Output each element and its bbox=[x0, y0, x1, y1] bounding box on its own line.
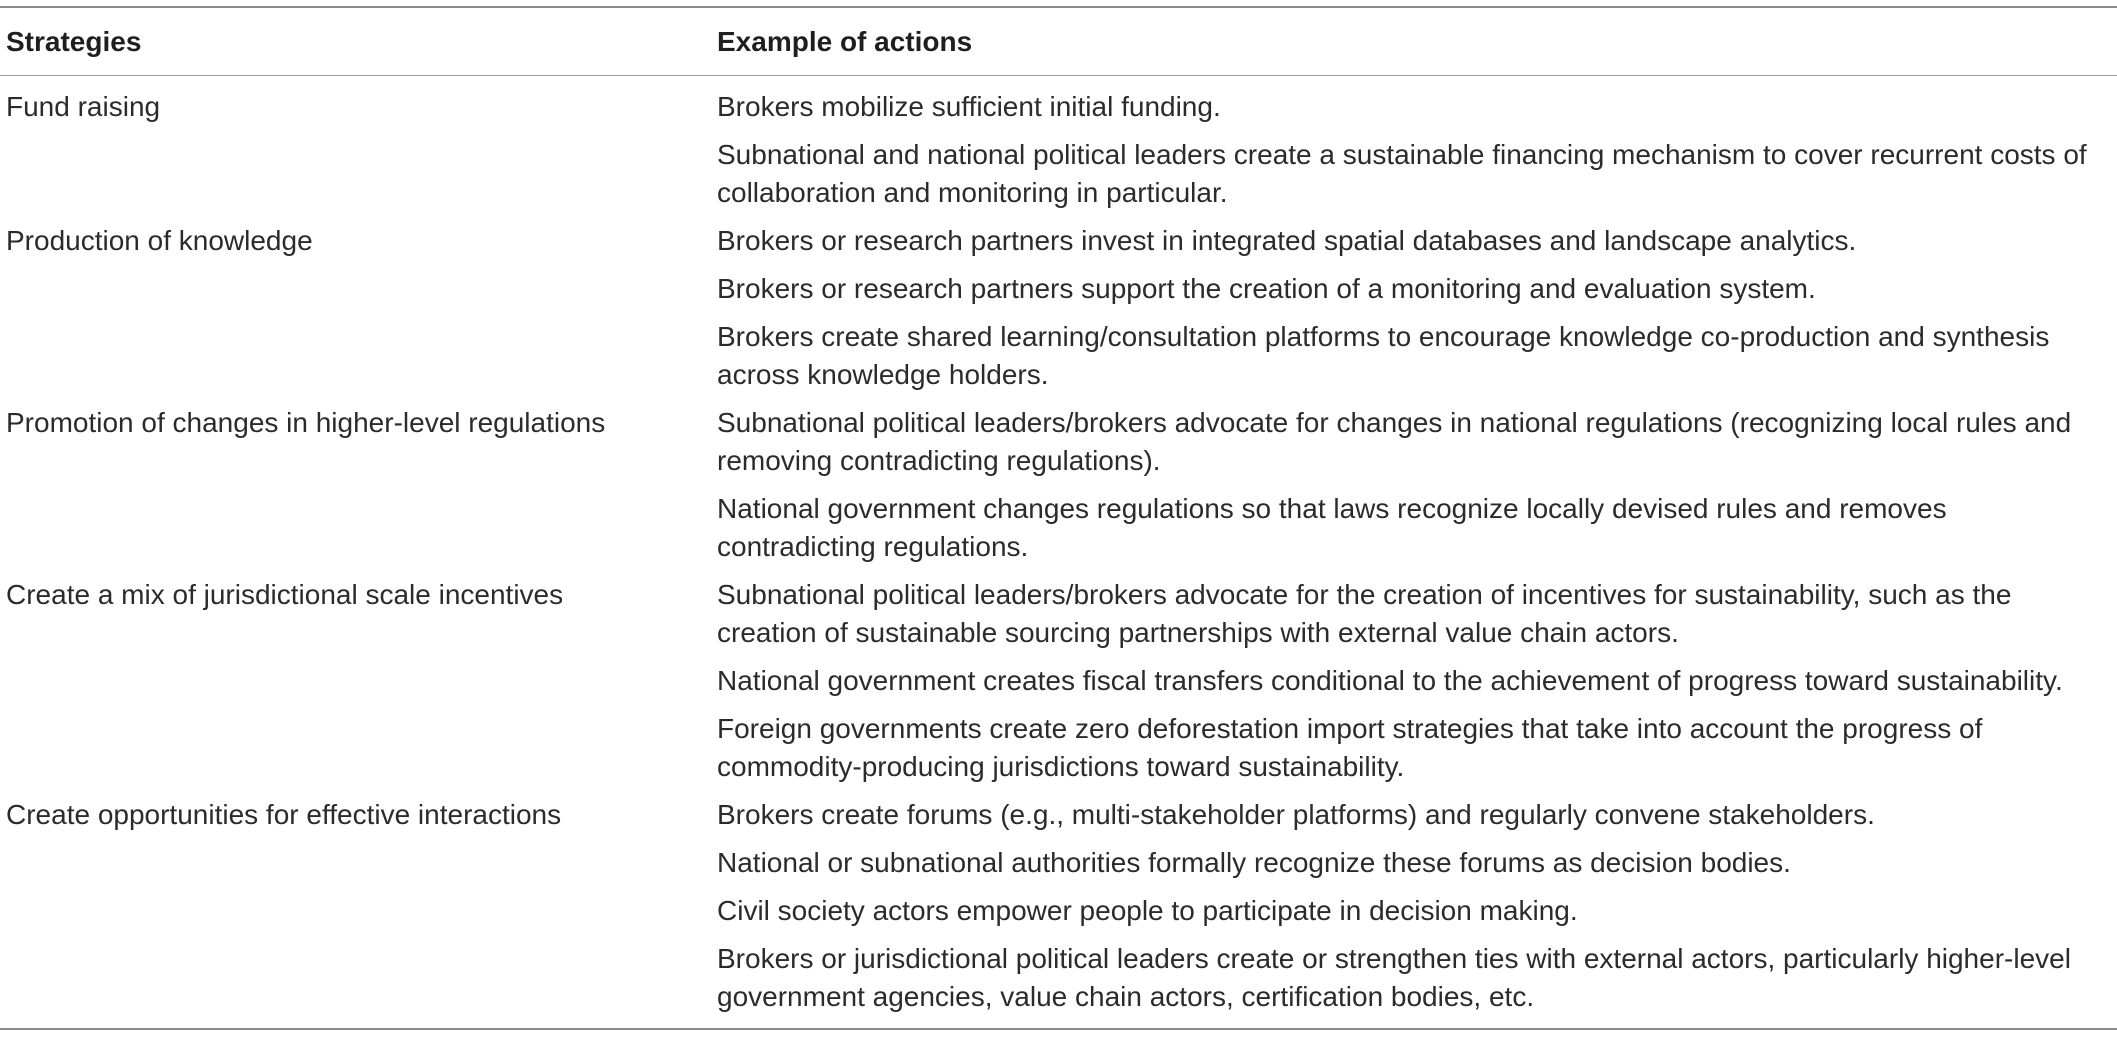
table-header-row bbox=[0, 8, 2117, 76]
actions-cell bbox=[717, 792, 2117, 1022]
table-row bbox=[0, 572, 2117, 792]
table-bottom-rule bbox=[0, 1028, 2117, 1030]
action-item: Subnational political leaders/brokers advocate for the creation of incentives for sustainability, such as the creation of sustainable sourcing partnerships with external value chain actors. bbox=[717, 579, 2012, 648]
action-item: Brokers or jurisdictional political leaders create or strengthen ties with external actors, particularly higher-level government agencies, value chain actors, certification bodies, etc. bbox=[717, 943, 2071, 1012]
table-body bbox=[0, 76, 2117, 1022]
action-item: National or subnational authorities formally recognize these forums as decision bodies. bbox=[717, 847, 1791, 878]
actions-cell bbox=[717, 218, 2117, 400]
strategy-cell: Create opportunities for effective interactions bbox=[6, 799, 562, 830]
table-row bbox=[0, 400, 2117, 572]
action-item: Brokers create shared learning/consultation platforms to encourage knowledge co-production and synthesis across knowledge holders. bbox=[717, 321, 2050, 390]
table-row bbox=[0, 792, 2117, 1022]
action-item: Subnational and national political leaders create a sustainable financing mechanism to cover recurrent costs of collaboration and monitoring in particular. bbox=[717, 139, 2087, 208]
action-item: Civil society actors empower people to participate in decision making. bbox=[717, 895, 1578, 926]
action-item: Brokers or research partners support the creation of a monitoring and evaluation system. bbox=[717, 273, 1816, 304]
action-item: Brokers mobilize sufficient initial funding. bbox=[717, 91, 1221, 122]
actions-cell bbox=[717, 84, 2117, 218]
actions-cell bbox=[717, 400, 2117, 572]
strategy-cell: Create a mix of jurisdictional scale incentives bbox=[6, 579, 564, 610]
header-actions: Example of actions bbox=[717, 25, 973, 57]
action-item: Subnational political leaders/brokers advocate for changes in national regulations (recognizing local rules and removing contradicting regulations). bbox=[717, 407, 2072, 476]
action-item: National government changes regulations so that laws recognize locally devised rules and removes contradicting regulations. bbox=[717, 493, 1947, 562]
table-row bbox=[0, 218, 2117, 400]
table-row bbox=[0, 84, 2117, 218]
actions-cell bbox=[717, 572, 2117, 792]
action-item: National government creates fiscal transfers conditional to the achievement of progress toward sustainability. bbox=[717, 665, 2063, 696]
action-item: Foreign governments create zero deforestation import strategies that take into account the progress of commodity-producing jurisdictions toward sustainability. bbox=[717, 713, 1983, 782]
strategy-cell: Promotion of changes in higher-level regulations bbox=[6, 407, 606, 438]
action-item: Brokers or research partners invest in integrated spatial databases and landscape analytics. bbox=[717, 225, 1857, 256]
header-strategies: Strategies bbox=[6, 25, 142, 57]
strategy-cell: Production of knowledge bbox=[6, 225, 313, 256]
strategy-cell: Fund raising bbox=[6, 91, 161, 122]
strategies-table bbox=[0, 6, 2117, 1030]
action-item: Brokers create forums (e.g., multi-stakeholder platforms) and regularly convene stakeholders. bbox=[717, 799, 1875, 830]
